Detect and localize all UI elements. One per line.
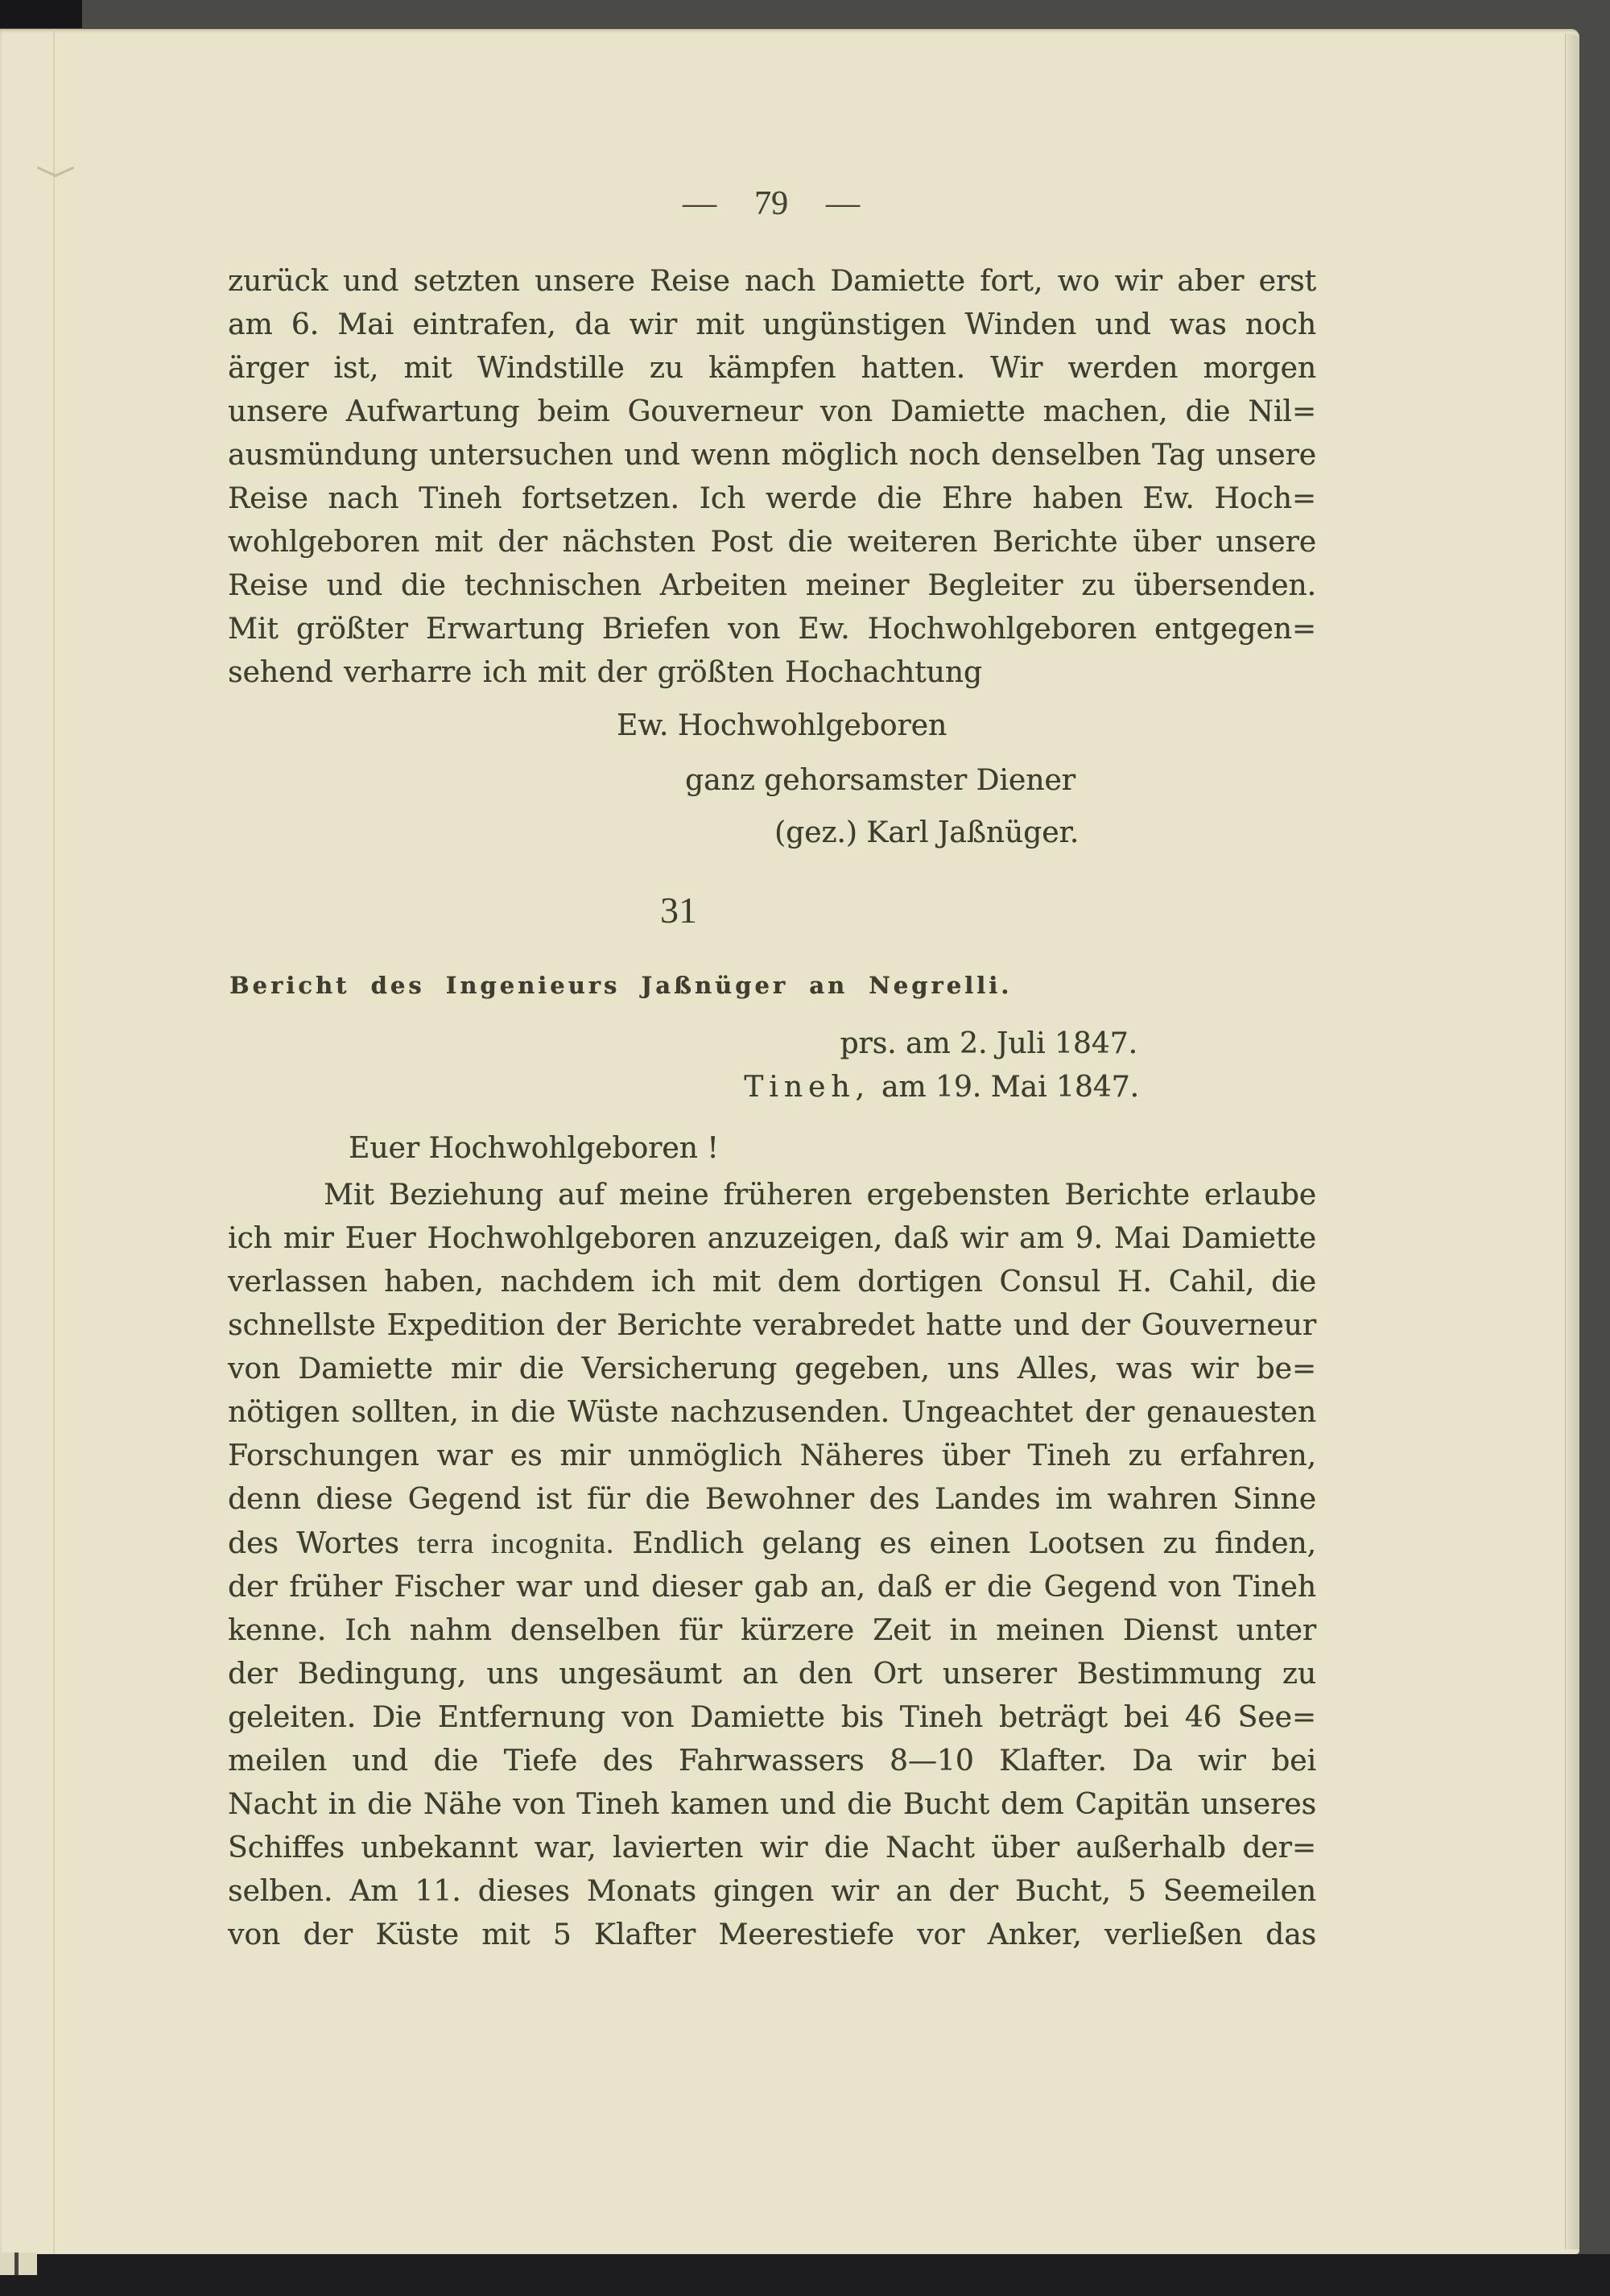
text-line: des Wortes terra incognita. Endlich gelang es einen Lootsen zu finden, [228, 1527, 1316, 1560]
text-line: nötigen sollten, in die Wüste nachzusenden. Ungeachtet der genauesten [228, 1396, 1316, 1429]
underlying-page-edge [0, 2253, 37, 2275]
date-text: am 19. Mai 1847. [881, 1071, 1139, 1104]
text-line: kenne. Ich nahm denselben für kürzere Zeit in meinen Dienst unter [228, 1614, 1316, 1647]
text-line: Forschungen war es mir unmöglich Näheres über Tineh zu erfahren, [228, 1439, 1316, 1472]
page-number: 79 [754, 185, 788, 222]
closing-line-valediction: ganz gehorsamster Diener [685, 764, 1075, 797]
page-stack-edge [1565, 34, 1579, 2249]
scan-background-bottom [0, 2254, 1610, 2296]
text-line: Mit Beziehung auf meine früheren ergebensten Berichte erlaube [324, 1179, 1316, 1212]
section-number: 31 [660, 890, 697, 931]
binding-crease-line [53, 29, 55, 2254]
place-date-line [744, 1066, 1139, 1109]
text-line: von der Küste mit 5 Klafter Meerestiefe vor Anker, verließen das [228, 1918, 1316, 1951]
text-line: Nacht in die Nähe von Tineh kamen und die Bucht dem Capitän unseres [228, 1788, 1316, 1821]
letter-end-paragraph [228, 260, 1316, 695]
text-line: schnellste Expedition der Berichte verabredet hatte und der Gouverneur [228, 1309, 1316, 1342]
text-line: selben. Am 11. dieses Monats gingen wir an der Bucht, 5 Seemeilen [228, 1875, 1316, 1908]
text-line: der früher Fischer war und dieser gab an, daß er die Gegend von Tineh [228, 1571, 1316, 1604]
page-number-dash-right: — [826, 185, 860, 222]
text-line: Reise und die technischen Arbeiten meiner Begleiter zu übersenden. [228, 569, 1316, 602]
text-line: sehend verharre ich mit der größten Hochachtung [228, 656, 982, 689]
text-line: verlassen haben, nachdem ich mit dem dortigen Consul H. Cahil, die [228, 1266, 1316, 1299]
received-date-line: prs. am 2. Juli 1847. [840, 1027, 1137, 1060]
text-line: von Damiette mir die Versicherung gegeben, uns Alles, was wir be= [228, 1352, 1316, 1385]
text-line: meilen und die Tiefe des Fahrwassers 8—10 Klafter. Da wir bei [228, 1745, 1316, 1778]
scan-corner-black-patch [0, 0, 82, 28]
letter-body-paragraph [228, 1174, 1316, 1957]
text-line: Schiffes unbekannt war, lavierten wir die Nacht über außerhalb der= [228, 1831, 1316, 1864]
salutation: Euer Hochwohlgeboren ! [349, 1132, 719, 1165]
text-line: denn diese Gegend ist für die Bewohner des Landes im wahren Sinne [228, 1483, 1316, 1516]
text-line: ausmündung untersuchen und wenn möglich noch denselben Tag unsere [228, 439, 1316, 472]
closing-signature: (gez.) Karl Jaßnüger. [774, 816, 1080, 849]
text-line: Mit größter Erwartung Briefen von Ew. Hochwohlgeboren entgegen= [228, 613, 1316, 646]
text-line: wohlgeboren mit der nächsten Post die weiteren Berichte über unsere [228, 526, 1316, 559]
section-heading: Bericht des Ingenieurs Jaßnüger an Negrelli. [229, 972, 1013, 999]
text-line: zurück und setzten unsere Reise nach Damiette fort, wo wir aber erst [228, 265, 1316, 298]
page-header [0, 184, 1542, 224]
text-line: ich mir Euer Hochwohlgeboren anzuzeigen, daß wir am 9. Mai Damiette [228, 1222, 1316, 1255]
page-number-dash-left: — [683, 185, 716, 222]
text-line: geleiten. Die Entfernung von Damiette bis Tineh beträgt bei 46 See= [228, 1701, 1316, 1734]
text-line: unsere Aufwartung beim Gouverneur von Damiette machen, die Nil= [228, 395, 1316, 428]
text-line: ärger ist, mit Windstille zu kämpfen hatten. Wir werden morgen [228, 352, 1316, 385]
place-name: Tineh, [744, 1071, 870, 1104]
closing-line-addressee: Ew. Hochwohlgeboren [617, 709, 947, 742]
text-line: Reise nach Tineh fortsetzen. Ich werde die Ehre haben Ew. Hoch= [228, 482, 1316, 515]
underlying-page-seam [14, 2253, 19, 2275]
antiqua-phrase: terra incognita. [417, 1527, 614, 1559]
text-line: am 6. Mai eintrafen, da wir mit ungünstigen Winden und was noch [228, 308, 1316, 341]
text-line: der Bedingung, uns ungesäumt an den Ort unserer Bestimmung zu [228, 1658, 1316, 1691]
